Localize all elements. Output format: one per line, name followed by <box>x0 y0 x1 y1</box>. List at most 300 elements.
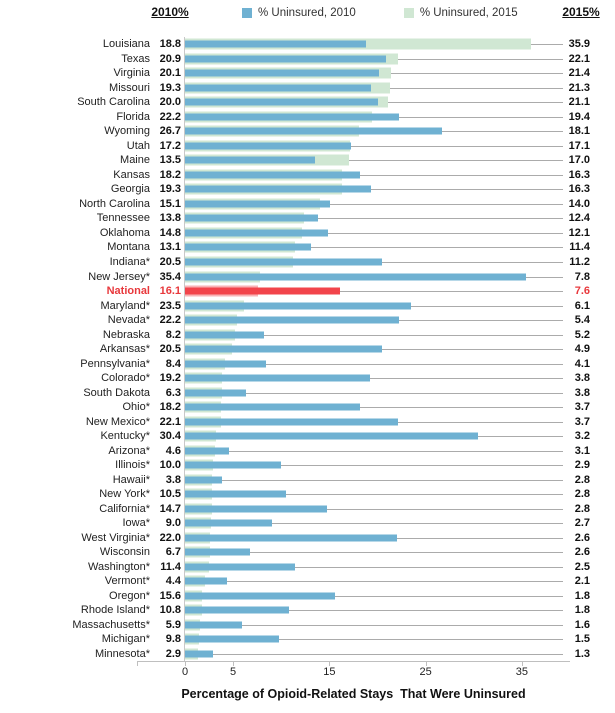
leader-line <box>213 654 563 655</box>
leader-line <box>264 335 563 336</box>
legend-label-2015: % Uninsured, 2015 <box>419 7 518 19</box>
bar-2010 <box>185 534 397 541</box>
leader-line <box>399 117 563 118</box>
axis-end-tick <box>137 662 138 666</box>
value-2015-label: 19.4 <box>568 110 590 123</box>
value-2015-label: 17.1 <box>568 139 590 152</box>
row-plot-area <box>185 95 570 110</box>
state-label: South Carolina <box>77 96 150 109</box>
state-label: National <box>106 285 150 298</box>
state-label: Tennessee <box>96 212 150 225</box>
bar-2010 <box>185 505 327 512</box>
value-2015-label: 2.8 <box>574 488 590 501</box>
leader-line <box>391 73 563 74</box>
chart-row <box>0 356 615 371</box>
bar-2010 <box>185 476 222 483</box>
chart-row <box>0 139 615 154</box>
state-label: New York* <box>99 488 150 501</box>
row-plot-area <box>185 284 570 299</box>
value-2010-label: 10.0 <box>159 459 181 472</box>
state-label: Maine <box>120 154 150 167</box>
row-plot-area <box>185 385 570 400</box>
chart-row <box>0 400 615 415</box>
state-label: New Jersey* <box>88 270 150 283</box>
leader-line <box>242 625 563 626</box>
state-label: Vermont* <box>104 575 150 588</box>
bar-2010 <box>185 84 371 91</box>
leader-line <box>222 480 563 481</box>
row-plot-area <box>185 472 570 487</box>
state-label: Ohio* <box>122 401 150 414</box>
chart-row <box>0 95 615 110</box>
state-label: Arkansas* <box>99 343 150 356</box>
row-plot-area <box>185 647 570 662</box>
value-2010-label: 22.1 <box>159 415 181 428</box>
chart-row <box>0 52 615 67</box>
value-2010-label: 4.4 <box>165 575 181 588</box>
chart-row <box>0 589 615 604</box>
value-2015-label: 1.8 <box>574 589 590 602</box>
leader-line <box>388 102 563 103</box>
bar-2010 <box>185 578 227 585</box>
value-2015-label: 2.1 <box>574 575 590 588</box>
leader-line <box>340 291 563 292</box>
row-plot-area <box>185 400 570 415</box>
chart-row <box>0 124 615 139</box>
state-label: Wisconsin <box>99 546 150 559</box>
state-label: Indiana* <box>109 255 150 268</box>
bar-2010 <box>185 346 382 353</box>
state-label: Kentucky* <box>100 430 150 443</box>
value-2015-label: 12.1 <box>568 226 590 239</box>
state-label: Oregon* <box>109 589 150 602</box>
chart-row <box>0 429 615 444</box>
value-2015-label: 4.9 <box>574 343 590 356</box>
value-2010-label: 20.1 <box>159 67 181 80</box>
leader-line <box>360 175 563 176</box>
state-label: South Dakota <box>83 386 150 399</box>
value-2015-label: 2.6 <box>574 531 590 544</box>
state-label: Missouri <box>109 81 150 94</box>
right-scale-header: 2015% <box>562 5 600 19</box>
value-2010-label: 22.2 <box>159 314 181 327</box>
bar-2010 <box>185 258 382 265</box>
bar-2010 <box>185 389 246 396</box>
row-plot-area <box>185 298 570 313</box>
bar-2010 <box>185 462 281 469</box>
row-plot-area <box>185 589 570 604</box>
chart-row <box>0 298 615 313</box>
row-plot-area <box>185 443 570 458</box>
value-2010-label: 9.8 <box>165 633 181 646</box>
value-2010-label: 22.0 <box>159 531 181 544</box>
row-plot-area <box>185 211 570 226</box>
value-2010-label: 17.2 <box>159 139 181 152</box>
chart-row <box>0 502 615 517</box>
leader-line <box>318 218 563 219</box>
leader-line <box>327 509 564 510</box>
value-2015-label: 11.4 <box>569 241 590 254</box>
bar-2010 <box>185 375 370 382</box>
row-plot-area <box>185 313 570 328</box>
bar-2010 <box>185 360 266 367</box>
value-2010-label: 5.9 <box>165 618 181 631</box>
value-2015-label: 2.7 <box>574 517 590 530</box>
row-plot-area <box>185 545 570 560</box>
row-plot-area <box>185 153 570 168</box>
chart-row <box>0 385 615 400</box>
state-label: New Mexico* <box>85 415 150 428</box>
leader-line <box>266 364 563 365</box>
bar-2010 <box>185 549 250 556</box>
value-2010-label: 11.4 <box>160 560 181 573</box>
value-2015-label: 1.3 <box>574 647 590 660</box>
value-2010-label: 30.4 <box>159 430 181 443</box>
chart-row <box>0 211 615 226</box>
bar-2010 <box>185 55 386 62</box>
value-2015-label: 22.1 <box>568 52 590 65</box>
state-label: Illinois* <box>115 459 150 472</box>
axis-tick-label: 35 <box>515 666 529 678</box>
row-plot-area <box>185 356 570 371</box>
value-2010-label: 18.8 <box>159 38 181 51</box>
row-plot-area <box>185 255 570 270</box>
leader-line <box>526 277 563 278</box>
chart-row <box>0 443 615 458</box>
leader-line <box>335 596 563 597</box>
state-label: Massachusetts* <box>72 618 150 631</box>
row-plot-area <box>185 516 570 531</box>
value-2015-label: 2.5 <box>574 560 590 573</box>
bar-rows <box>0 37 615 661</box>
legend-swatch-2015-icon <box>404 8 414 18</box>
value-2010-label: 19.3 <box>159 183 181 196</box>
bar-2010 <box>185 520 272 527</box>
value-2010-label: 20.5 <box>159 343 181 356</box>
chart-row <box>0 472 615 487</box>
state-label: Pennsylvania* <box>80 357 150 370</box>
chart-row <box>0 371 615 386</box>
left-scale-header: 2010% <box>151 5 189 19</box>
bar-2010 <box>185 99 378 106</box>
row-plot-area <box>185 110 570 125</box>
value-2015-label: 7.8 <box>574 270 590 283</box>
chart-row <box>0 110 615 125</box>
state-label: California* <box>99 502 150 515</box>
state-label: Washington* <box>88 560 150 573</box>
bar-2010 <box>185 636 279 643</box>
value-2015-label: 1.5 <box>574 633 590 646</box>
value-2010-label: 2.9 <box>165 647 181 660</box>
bar-2010 <box>185 302 411 309</box>
value-2015-label: 18.1 <box>568 125 590 138</box>
value-2010-label: 13.1 <box>159 241 181 254</box>
x-axis-line <box>137 661 570 662</box>
row-plot-area <box>185 182 570 197</box>
state-label: Minnesota* <box>94 647 150 660</box>
row-plot-area <box>185 560 570 575</box>
leader-line <box>311 247 563 248</box>
legend-item-2010 <box>242 7 356 19</box>
chart-row <box>0 516 615 531</box>
value-2010-label: 9.0 <box>165 517 181 530</box>
value-2010-label: 13.8 <box>159 212 181 225</box>
bar-2010 <box>185 244 311 251</box>
bar-2010 <box>185 41 366 48</box>
legend-label-2010: % Uninsured, 2010 <box>258 7 356 19</box>
value-2015-label: 7.6 <box>574 285 590 298</box>
value-2010-label: 22.2 <box>159 110 181 123</box>
row-plot-area <box>185 168 570 183</box>
value-2010-label: 6.3 <box>165 386 181 399</box>
state-label: Oklahoma <box>99 226 150 239</box>
chart-row <box>0 545 615 560</box>
leader-line <box>279 639 563 640</box>
state-label: Nebraska <box>102 328 150 341</box>
bar-2010 <box>185 273 526 280</box>
state-label: Iowa* <box>122 517 150 530</box>
value-2015-label: 1.8 <box>574 604 590 617</box>
state-label: Virginia <box>113 67 150 80</box>
value-2015-label: 3.2 <box>574 430 590 443</box>
value-2015-label: 2.8 <box>574 502 590 515</box>
bar-2010 <box>185 186 371 193</box>
value-2015-label: 4.1 <box>574 357 590 370</box>
bar-2010 <box>185 418 398 425</box>
leader-line <box>328 233 564 234</box>
chart-row <box>0 284 615 299</box>
value-2010-label: 15.6 <box>159 589 181 602</box>
row-plot-area <box>185 52 570 67</box>
row-plot-area <box>185 342 570 357</box>
category-axis-line <box>184 37 185 662</box>
bar-2010 <box>185 229 328 236</box>
leader-line <box>289 610 563 611</box>
chart-row <box>0 458 615 473</box>
value-2015-label: 17.0 <box>568 154 590 167</box>
value-2015-label: 21.1 <box>568 96 590 109</box>
leader-line <box>281 465 563 466</box>
row-plot-area <box>185 574 570 589</box>
row-plot-area <box>185 502 570 517</box>
row-plot-area <box>185 371 570 386</box>
value-2015-label: 21.4 <box>568 67 590 80</box>
chart-row <box>0 37 615 52</box>
row-plot-area <box>185 124 570 139</box>
row-plot-area <box>185 327 570 342</box>
leader-line <box>229 451 563 452</box>
leader-line <box>398 422 563 423</box>
row-plot-area <box>185 269 570 284</box>
bar-2010 <box>185 563 295 570</box>
leader-line <box>531 44 564 45</box>
value-2015-label: 11.2 <box>569 255 590 268</box>
value-2010-label: 14.7 <box>159 502 181 515</box>
chart-row <box>0 574 615 589</box>
axis-tick-label: 15 <box>323 666 336 678</box>
leader-line <box>382 349 563 350</box>
value-2010-label: 19.2 <box>159 372 181 385</box>
bar-2010 <box>185 70 379 77</box>
leader-line <box>351 146 564 147</box>
bar-2010 <box>185 171 360 178</box>
bar-2010 <box>185 404 360 411</box>
leader-line <box>397 538 563 539</box>
chart-row <box>0 255 615 270</box>
chart-row <box>0 632 615 647</box>
chart-row <box>0 342 615 357</box>
chart-row <box>0 81 615 96</box>
bar-2010 <box>185 288 340 295</box>
value-2015-label: 3.7 <box>574 415 590 428</box>
leader-line <box>250 552 564 553</box>
state-label: Hawaii* <box>112 473 150 486</box>
row-plot-area <box>185 632 570 647</box>
row-plot-area <box>185 487 570 502</box>
value-2010-label: 10.5 <box>159 488 181 501</box>
value-2010-label: 20.9 <box>159 52 181 65</box>
row-plot-area <box>185 66 570 81</box>
state-label: Montana <box>107 241 150 254</box>
bar-2010 <box>185 215 318 222</box>
axis-tick-label: 0 <box>181 666 189 678</box>
state-label: Michigan* <box>101 633 150 646</box>
value-2015-label: 6.1 <box>574 299 590 312</box>
value-2010-label: 13.5 <box>159 154 181 167</box>
value-2010-label: 35.4 <box>159 270 181 283</box>
state-label: Arizona* <box>108 444 150 457</box>
chart-row <box>0 182 615 197</box>
value-2015-label: 21.3 <box>568 81 590 94</box>
leader-line <box>398 59 563 60</box>
chart-legend <box>242 7 518 19</box>
leader-line <box>286 494 563 495</box>
bar-2010 <box>185 607 289 614</box>
value-2010-label: 15.1 <box>159 197 181 210</box>
row-plot-area <box>185 81 570 96</box>
legend-item-2015 <box>404 7 518 19</box>
state-label: Nevada* <box>107 314 150 327</box>
value-2015-label: 14.0 <box>568 197 590 210</box>
value-2015-label: 3.8 <box>574 372 590 385</box>
state-label: Texas <box>121 52 150 65</box>
leader-line <box>360 407 563 408</box>
value-2010-label: 20.0 <box>159 96 181 109</box>
bar-2010 <box>185 142 351 149</box>
value-2010-label: 20.5 <box>159 255 181 268</box>
bar-2010 <box>185 200 330 207</box>
state-label: Georgia <box>110 183 150 196</box>
value-2010-label: 16.1 <box>159 285 181 298</box>
state-label: Florida <box>116 110 150 123</box>
state-label: Louisiana <box>102 38 150 51</box>
leader-line <box>399 320 563 321</box>
leader-line <box>272 523 563 524</box>
value-2015-label: 16.3 <box>568 168 590 181</box>
chart-row <box>0 66 615 81</box>
bar-2010 <box>185 128 442 135</box>
leader-line <box>478 436 563 437</box>
value-2015-label: 5.2 <box>574 328 590 341</box>
value-2015-label: 16.3 <box>568 183 590 196</box>
state-label: Maryland* <box>100 299 150 312</box>
chart-row <box>0 618 615 633</box>
state-label: North Carolina <box>79 197 150 210</box>
value-2015-label: 2.6 <box>574 546 590 559</box>
leader-line <box>411 306 563 307</box>
leader-line <box>442 131 563 132</box>
value-2015-label: 2.8 <box>574 473 590 486</box>
chart-row <box>0 414 615 429</box>
value-2015-label: 2.9 <box>574 459 590 472</box>
x-axis-title: Percentage of Opioid-Related Stays That Were Uninsured <box>181 687 526 701</box>
row-plot-area <box>185 240 570 255</box>
bar-2010 <box>185 650 213 657</box>
chart-row <box>0 603 615 618</box>
value-2015-label: 3.7 <box>574 401 590 414</box>
row-plot-area <box>185 414 570 429</box>
bar-2010 <box>185 621 242 628</box>
chart-row <box>0 269 615 284</box>
leader-line <box>246 393 563 394</box>
value-2010-label: 14.8 <box>159 226 181 239</box>
value-2010-label: 8.2 <box>165 328 181 341</box>
leader-line <box>330 204 563 205</box>
chart-row <box>0 313 615 328</box>
chart-row <box>0 327 615 342</box>
row-plot-area <box>185 429 570 444</box>
chart-row <box>0 531 615 546</box>
bar-2010 <box>185 433 478 440</box>
bar-2010 <box>185 113 399 120</box>
value-2010-label: 19.3 <box>159 81 181 94</box>
value-2010-label: 26.7 <box>159 125 181 138</box>
value-2010-label: 4.6 <box>165 444 181 457</box>
chart-row <box>0 487 615 502</box>
chart-row <box>0 197 615 212</box>
value-2015-label: 3.8 <box>574 386 590 399</box>
bar-2010 <box>185 592 335 599</box>
bar-2010 <box>185 317 399 324</box>
leader-line <box>382 262 563 263</box>
leader-line <box>295 567 563 568</box>
legend-swatch-2010-icon <box>242 8 252 18</box>
axis-tick-label: 25 <box>419 666 432 678</box>
value-2010-label: 18.2 <box>159 168 181 181</box>
value-2010-label: 18.2 <box>159 401 181 414</box>
state-label: Rhode Island* <box>80 604 150 617</box>
state-label: Kansas <box>113 168 150 181</box>
value-2015-label: 5.4 <box>574 314 590 327</box>
chart-row <box>0 240 615 255</box>
row-plot-area <box>185 618 570 633</box>
row-plot-area <box>185 458 570 473</box>
state-label: Utah <box>126 139 150 152</box>
state-label: Wyoming <box>104 125 150 138</box>
value-2010-label: 23.5 <box>159 299 181 312</box>
leader-line <box>371 189 563 190</box>
chart-row <box>0 226 615 241</box>
value-2010-label: 3.8 <box>165 473 181 486</box>
value-2015-label: 3.1 <box>574 444 590 457</box>
row-plot-area <box>185 226 570 241</box>
value-2010-label: 6.7 <box>165 546 181 559</box>
chart-row <box>0 153 615 168</box>
chart-row <box>0 647 615 662</box>
value-2010-label: 10.8 <box>159 604 181 617</box>
bar-2010 <box>185 331 264 338</box>
state-label: West Virginia* <box>81 531 150 544</box>
